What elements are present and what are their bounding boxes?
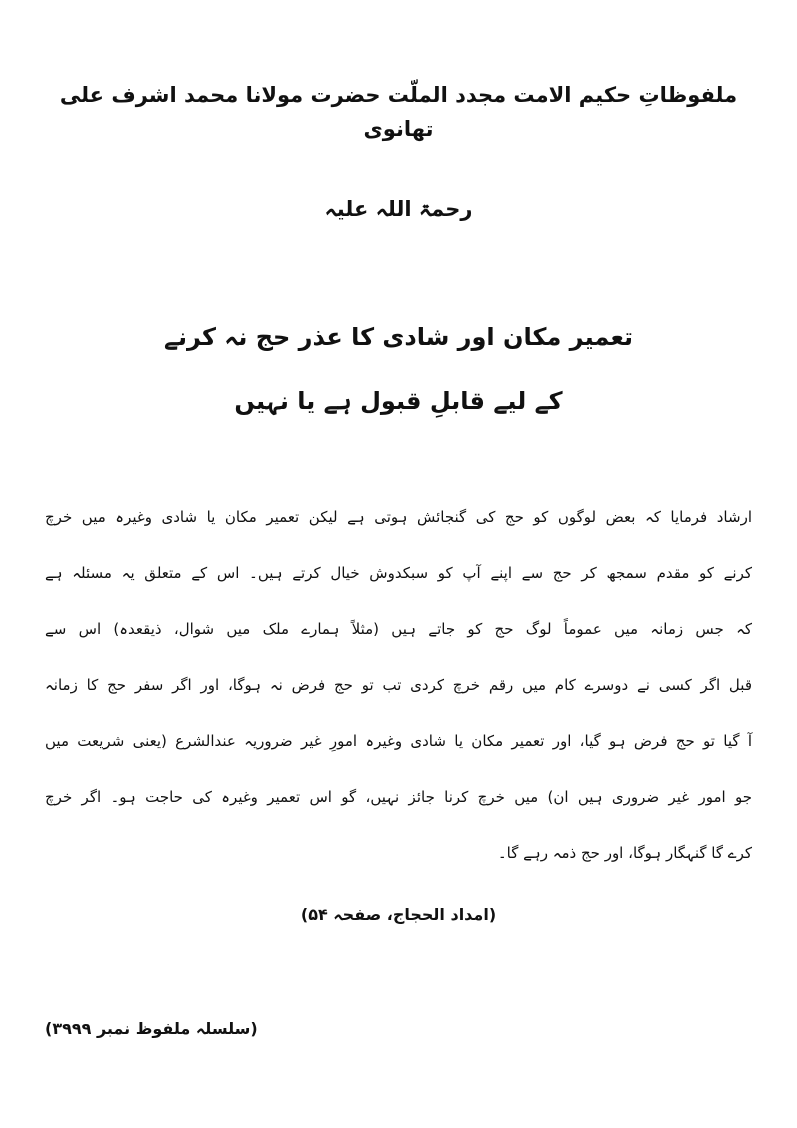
body-line: قبل اگر کسی نے دوسرے کام میں رقم خرچ کردی تب تو حج فرض نہ ہوگا، اور اگر سفر حج کا زمانہ <box>45 676 752 694</box>
body-line: ارشاد فرمایا کہ بعض لوگوں کو حج کی گنجائش ہوتی ہے لیکن تعمیر مکان یا شادی وغیرہ میں خرچ <box>45 508 752 526</box>
document-title: ملفوظاتِ حکیم الامت مجدد الملّت حضرت مولانا محمد اشرف علی تھانوی <box>59 83 738 141</box>
body-line: کہ جس زمانہ میں عموماً لوگ حج کو جاتے ہیں (مثلاً ہمارے ملک میں شوال، ذیقعدہ) اس سے <box>45 620 752 638</box>
body-line: کرے گا گنہگار ہوگا، اور حج ذمہ رہے گا۔ <box>497 844 752 862</box>
source-reference: (امداد الحجاج، صفحہ ۵۴) <box>300 905 497 924</box>
section-heading-line-2: کے لیے قابلِ قبول ہے یا نہیں <box>234 387 563 415</box>
body-paragraph <box>45 504 752 896</box>
series-number-row <box>45 1016 752 1042</box>
body-line: جو امور غیر ضروری ہیں ان) میں خرچ کرنا جائز نہیں، گو اس تعمیر وغیرہ کی حاجت ہو۔ اگر خرچ <box>45 788 752 806</box>
document-title-honorific: رحمۃ اللہ علیہ <box>324 197 473 221</box>
section-heading-line-1: تعمیر مکان اور شادی کا عذر حج نہ کرنے <box>163 323 634 351</box>
body-line: آ گیا تو حج فرض ہو گیا، اور تعمیر مکان یا شادی وغیرہ امورِ غیر ضروریہ عندالشرع (یعنی شریعت میں <box>45 732 752 750</box>
body-line: کرنے کو مقدم سمجھ کر حج سے اپنے آپ کو سبکدوش خیال کرتے ہیں۔ اس کے متعلق یہ مسئلہ ہے <box>45 564 752 582</box>
series-number: (سلسلہ ملفوظ نمبر ۳۹۹۹) <box>45 1019 258 1038</box>
